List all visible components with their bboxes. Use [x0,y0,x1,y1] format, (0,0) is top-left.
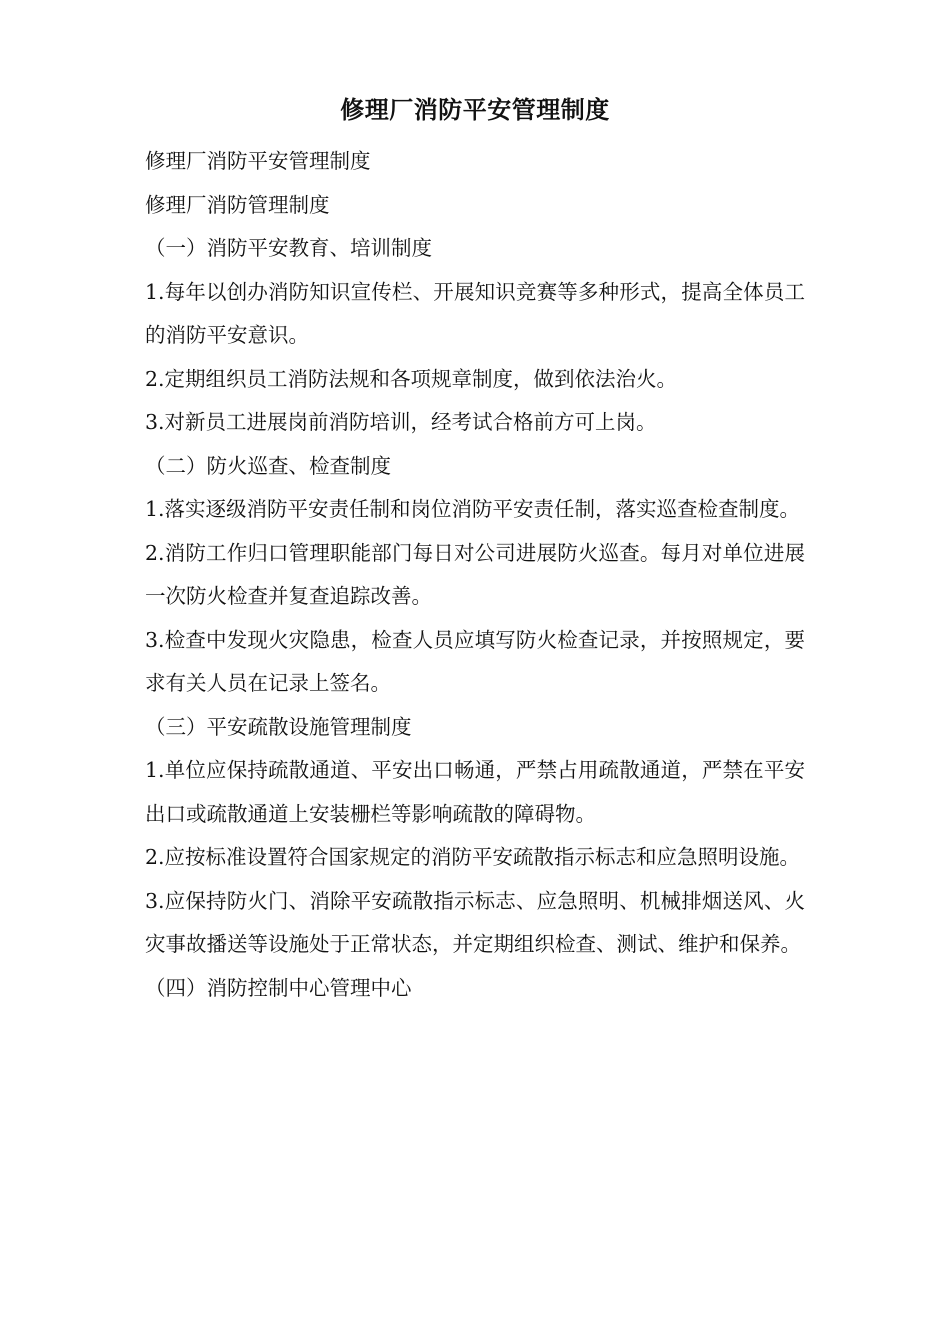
section-heading-2: （二）防火巡查、检查制度 [145,453,391,478]
section-heading-1: （一）消防平安教育、培训制度 [145,236,432,260]
list-item: 1.落实逐级消防平安责任制和岗位消防平安责任制，落实巡查检查制度。 [145,497,801,521]
list-item: 2.定期组织员工消防法规和各项规章制度，做到依法治火。 [145,366,678,391]
list-item: 2.消防工作归口管理职能部门每日对公司进展防火巡查。每月对单位进展一次防火检查并复查追踪改善。 [145,540,805,608]
section-heading-4: （四）消防控制中心管理中心 [145,975,412,1000]
list-item: 1.每年以创办消防知识宣传栏、开展知识竞赛等多种形式，提高全体员工的消防平安意识。 [145,279,805,347]
list-item: 2.应按标准设置符合国家规定的消防平安疏散指示标志和应急照明设施。 [145,845,801,869]
section-heading-3: （三）平安疏散设施管理制度 [145,714,412,739]
paragraph-subtitle: 修理厂消防平安管理制度 [145,149,371,173]
list-item: 3.应保持防火门、消除平安疏散指示标志、应急照明、机械排烟送风、火灾事故播送等设施处于正常状态，并定期组织检查、测试、维护和保养。 [145,888,805,956]
document-title: 修理厂消防平安管理制度 [340,96,610,124]
list-item: 3.对新员工进展岗前消防培训，经考试合格前方可上岗。 [145,410,657,434]
list-item: 3.检查中发现火灾隐患，检查人员应填写防火检查记录，并按照规定，要求有关人员在记录上签名。 [145,627,805,695]
list-item: 1.单位应保持疏散通道、平安出口畅通，严禁占用疏散通道，严禁在平安出口或疏散通道上安装栅栏等影响疏散的障碍物。 [145,758,805,826]
paragraph-heading: 修理厂消防管理制度 [145,192,330,217]
document-body [145,140,805,1010]
